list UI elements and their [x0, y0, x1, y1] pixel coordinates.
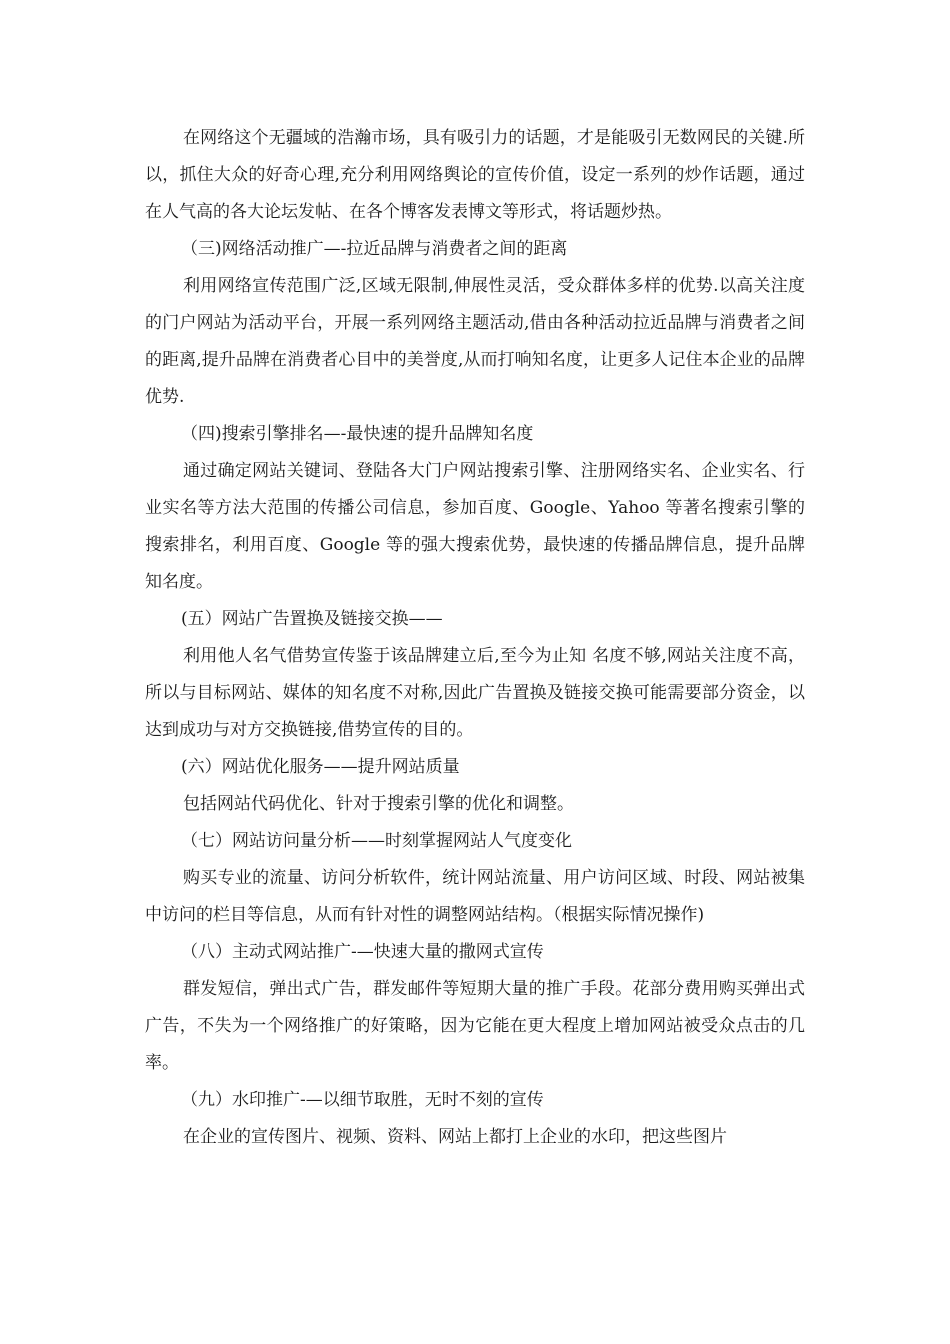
heading-section-5: (五）网站广告置换及链接交换—— [181, 609, 443, 629]
heading-section-6: (六）网站优化服务——提升网站质量 [181, 757, 460, 777]
paragraph-section-5: 利用他人名气借势宣传鉴于该品牌建立后,至今为止知 名度不够,网站关注度不高，所以与目标网站、媒体的知名度不对称,因此广告置换及链接交换可能需要部分资金，以达到成功与对方交换链接,借势宣传的目的。 [145, 646, 805, 740]
heading-section-9: （九）水印推广-—以细节取胜，无时不刻的宣传 [181, 1090, 544, 1110]
heading-section-4: （四)搜索引擎排名—-最快速的提升品牌知名度 [181, 424, 534, 444]
paragraph-section-4: 通过确定网站关键词、登陆各大门户网站搜索引擎、注册网络实名、企业实名、行业实名等方法大范围的传播公司信息，参加百度、Google、Yahoo 等著名搜索引擎的搜索排名，利用百度、Google 等的强大搜索优势，最快速的传播品牌信息，提升品牌知名度。 [145, 461, 805, 592]
heading-section-3: （三)网络活动推广—-拉近品牌与消费者之间的距离 [181, 239, 568, 259]
heading-section-8: （八）主动式网站推广-—快速大量的撒网式宣传 [181, 942, 544, 962]
paragraph-intro-topic: 在网络这个无疆域的浩瀚市场，具有吸引力的话题，才是能吸引无数网民的关键.所以，抓住大众的好奇心理,充分利用网络舆论的宣传价值，设定一系列的炒作话题，通过在人气高的各大论坛发帖、在各个博客发表博文等形式，将话题炒热。 [145, 128, 805, 222]
paragraph-section-7: 购买专业的流量、访问分析软件，统计网站流量、用户访问区域、时段、网站被集中访问的栏目等信息，从而有针对性的调整网站结构。（根据实际情况操作) [145, 868, 805, 925]
paragraph-section-6: 包括网站代码优化、针对于搜索引擎的优化和调整。 [183, 794, 574, 814]
document-body [145, 120, 805, 1156]
paragraph-section-9: 在企业的宣传图片、视频、资料、网站上都打上企业的水印，把这些图片 [183, 1127, 727, 1147]
paragraph-section-8: 群发短信，弹出式广告，群发邮件等短期大量的推广手段。花部分费用购买弹出式广告，不失为一个网络推广的好策略，因为它能在更大程度上增加网站被受众点击的几率。 [145, 979, 805, 1073]
paragraph-section-3: 利用网络宣传范围广泛,区域无限制,伸展性灵活，受众群体多样的优势.以高关注度的门户网站为活动平台，开展一系列网络主题活动,借由各种活动拉近品牌与消费者之间的距离,提升品牌在消费者心目中的美誉度,从而打响知名度，让更多人记住本企业的品牌优势. [145, 276, 805, 407]
heading-section-7: （七）网站访问量分析——时刻掌握网站人气度变化 [181, 831, 572, 851]
